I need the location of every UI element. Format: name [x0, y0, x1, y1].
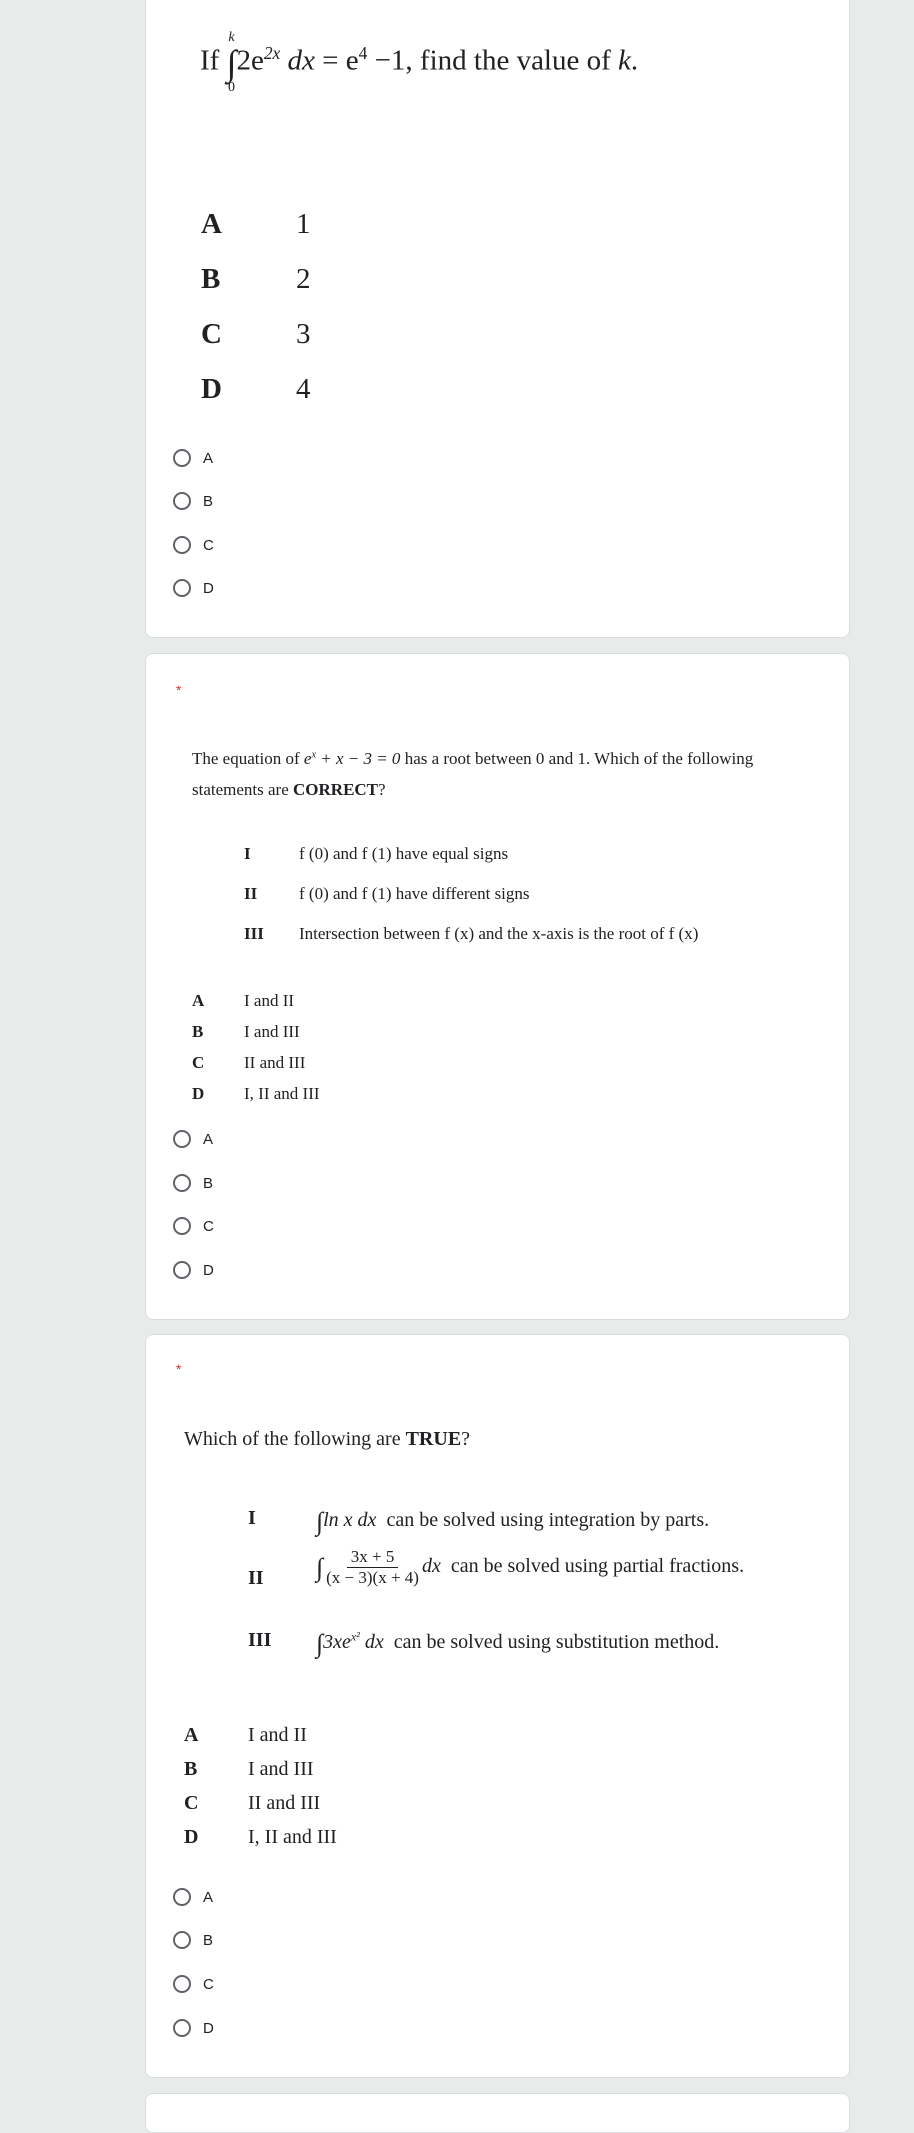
math: e: [303, 749, 312, 768]
radio-choice-d[interactable]: [173, 1261, 214, 1279]
radio-choice-a[interactable]: [173, 1888, 213, 1906]
math: 3xe: [323, 1631, 351, 1653]
statement-text: Intersection between f (x) and the x-axis is the root of f (x): [299, 924, 699, 943]
text: Which of the following are: [184, 1428, 406, 1450]
fraction: [326, 1547, 419, 1588]
radio-label: A: [203, 1130, 214, 1148]
option-text: 2: [296, 263, 311, 295]
radio-label: D: [203, 579, 214, 597]
radio-label: A: [203, 449, 214, 467]
option-letter: A: [184, 1724, 199, 1746]
text: has a root between 0 and 1. Which of the following: [400, 749, 754, 768]
emphasis: TRUE: [405, 1428, 462, 1450]
math: dx: [421, 1555, 441, 1578]
integral-sign: ∫: [316, 1629, 324, 1658]
suffix: , find the value of: [405, 44, 619, 77]
option-letter: D: [192, 1084, 205, 1103]
option-text: I, II and III: [248, 1826, 337, 1848]
integrand: 2e: [236, 44, 264, 77]
option-letter: B: [192, 1022, 204, 1041]
question-text: [192, 749, 802, 769]
statement-text: [316, 1547, 744, 1588]
option-text: I, II and III: [244, 1084, 320, 1103]
question-card-3: [145, 1334, 850, 2078]
math: x: [311, 749, 316, 761]
radio-circle-icon[interactable]: [173, 1888, 191, 1906]
radio-circle-icon[interactable]: [173, 1261, 191, 1279]
integral-sign: ∫: [226, 43, 237, 83]
radio-choice-c[interactable]: [173, 1217, 214, 1235]
text: can be solved using substitution method.: [393, 1631, 720, 1653]
question-card-2: [145, 653, 850, 1320]
end: .: [630, 44, 639, 77]
option-text: II and III: [248, 1792, 321, 1814]
option-letter: B: [201, 263, 221, 295]
numerator: 3x + 5: [347, 1547, 399, 1568]
option-letter: C: [201, 318, 222, 350]
option-letter: C: [192, 1053, 205, 1072]
radio-choice-c[interactable]: [173, 1975, 214, 1993]
radio-choice-b[interactable]: [173, 1931, 213, 1949]
radio-label: C: [203, 536, 214, 554]
option-letter: C: [184, 1792, 199, 1814]
radio-circle-icon[interactable]: [173, 492, 191, 510]
radio-circle-icon[interactable]: [173, 579, 191, 597]
statement-text: [316, 1629, 719, 1659]
text-prefix: If: [200, 44, 220, 77]
variable: k: [618, 44, 631, 77]
math: dx: [364, 1631, 384, 1653]
option-letter: D: [201, 373, 222, 405]
option-text: II and III: [244, 1053, 306, 1072]
question-card-1: [145, 0, 850, 638]
math: ln x dx: [323, 1509, 377, 1531]
radio-choice-c[interactable]: [173, 536, 214, 554]
text: ?: [461, 1428, 471, 1450]
rhs-exponent: 4: [358, 43, 368, 63]
text: The equation of: [192, 749, 304, 768]
option-text: 1: [296, 208, 311, 240]
statement-number: III: [244, 924, 264, 943]
radio-label: B: [203, 1931, 214, 1949]
option-letter: A: [201, 208, 222, 240]
option-text: I and II: [248, 1724, 307, 1746]
required-asterisk: *: [176, 1361, 182, 1377]
rhs-tail: −1: [374, 44, 406, 77]
lower-limit: 0: [228, 80, 236, 95]
radio-circle-icon[interactable]: [173, 2019, 191, 2037]
text: statements are: [192, 780, 294, 799]
radio-label: B: [203, 492, 214, 510]
upper-limit: k: [228, 30, 235, 45]
option-text: 4: [296, 373, 311, 405]
option-letter: A: [192, 991, 205, 1010]
equals: = e: [322, 44, 359, 77]
text: ?: [378, 780, 386, 799]
statement-number: II: [244, 884, 258, 903]
question-card-4: [145, 2093, 850, 2133]
integral-sign: ∫: [316, 1507, 324, 1536]
text: can be solved using integration by parts.: [386, 1509, 710, 1531]
radio-choice-b[interactable]: [173, 492, 213, 510]
radio-label: D: [203, 2019, 214, 2037]
option-text: I and II: [244, 991, 295, 1010]
option-letter: B: [184, 1758, 198, 1780]
option-letter: D: [184, 1826, 199, 1848]
radio-label: C: [203, 1975, 214, 1993]
radio-circle-icon[interactable]: [173, 449, 191, 467]
dx: dx: [287, 44, 315, 77]
radio-circle-icon[interactable]: [173, 1975, 191, 1993]
text: can be solved using partial fractions.: [450, 1555, 745, 1578]
statement-number: I: [248, 1507, 256, 1529]
radio-choice-b[interactable]: [173, 1174, 213, 1192]
option-text: 3: [296, 318, 311, 350]
question-text: [184, 1428, 470, 1451]
statement-text: f (0) and f (1) have different signs: [299, 884, 530, 903]
denominator: (x − 3)(x + 4): [326, 1568, 419, 1587]
option-text: I and III: [244, 1022, 300, 1041]
radio-label: C: [203, 1217, 214, 1235]
required-asterisk: *: [176, 682, 182, 698]
integral-limits: [227, 31, 237, 95]
option-text: I and III: [248, 1758, 314, 1780]
exponent: x²: [350, 1629, 360, 1644]
radio-choice-a[interactable]: [173, 449, 213, 467]
integral-sign: ∫: [316, 1553, 324, 1583]
radio-label: B: [203, 1174, 214, 1192]
question-text-line2: [192, 780, 386, 800]
question-text: [200, 31, 638, 95]
statement-number: III: [248, 1629, 272, 1651]
radio-label: D: [203, 1261, 214, 1279]
math: + x − 3 = 0: [315, 749, 401, 768]
radio-circle-icon[interactable]: [173, 1130, 191, 1148]
radio-circle-icon[interactable]: [173, 536, 191, 554]
radio-circle-icon[interactable]: [173, 1931, 191, 1949]
statement-number: I: [244, 844, 251, 863]
statement-text: [316, 1507, 709, 1537]
radio-label: A: [203, 1888, 214, 1906]
emphasis: CORRECT: [293, 780, 379, 799]
radio-choice-d[interactable]: [173, 579, 214, 597]
statement-number: II: [248, 1567, 264, 1589]
radio-circle-icon[interactable]: [173, 1174, 191, 1192]
statement-text: f (0) and f (1) have equal signs: [299, 844, 509, 863]
exponent: 2x: [263, 43, 281, 63]
radio-circle-icon[interactable]: [173, 1217, 191, 1235]
radio-choice-a[interactable]: [173, 1130, 213, 1148]
radio-choice-d[interactable]: [173, 2019, 214, 2037]
